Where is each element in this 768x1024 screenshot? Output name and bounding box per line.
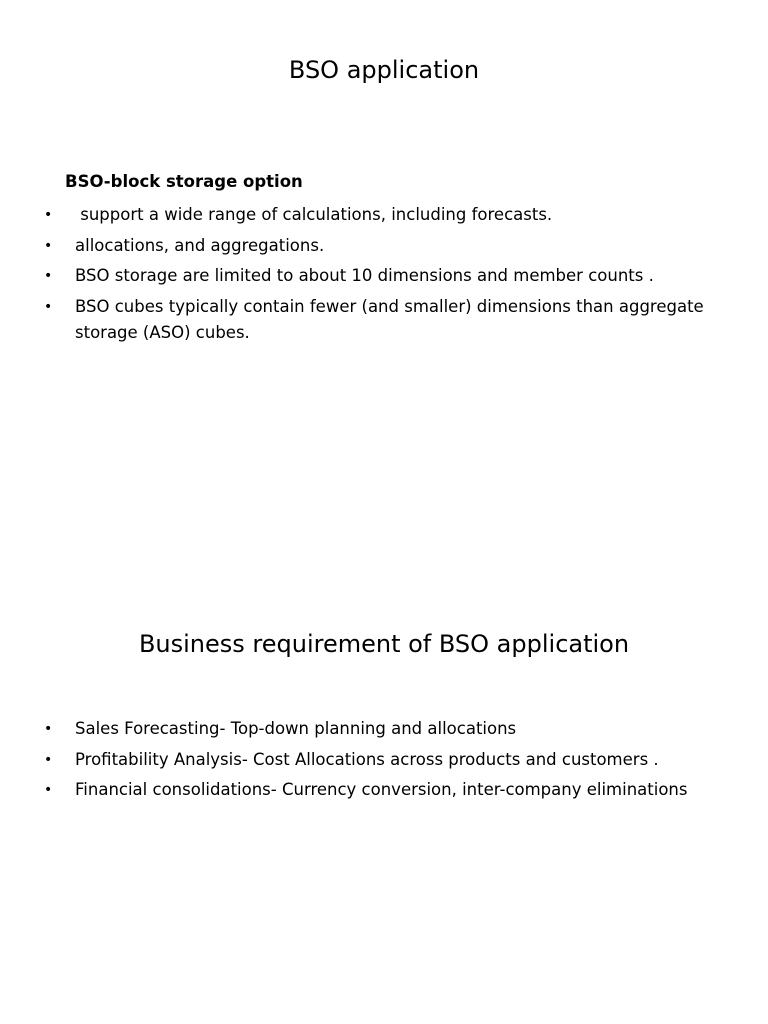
bullet-item	[0, 777, 740, 803]
bullet-text: Profitability Analysis- Cost Allocations across products and customers .	[75, 749, 659, 769]
bullet-item	[0, 233, 740, 259]
bullet-dot-icon: •	[44, 751, 53, 768]
bullet-list	[0, 716, 740, 808]
bullet-dot-icon: •	[44, 268, 53, 284]
subheading: BSO-block storage option	[65, 172, 303, 191]
bullet-dot-icon: •	[44, 207, 53, 223]
bullet-dot-icon: •	[44, 298, 53, 315]
bullet-item	[0, 747, 740, 773]
bullet-text: BSO storage are limited to about 10 dimensions and member counts .	[75, 266, 654, 285]
slide-title: BSO application	[288, 56, 480, 84]
bullet-text: BSO cubes typically contain fewer (and smaller) dimensions than aggregate storage (ASO) cubes.	[75, 296, 704, 342]
bullet-item	[0, 294, 740, 346]
bullet-text: Sales Forecasting- Top-down planning and allocations	[75, 719, 517, 738]
bullet-dot-icon: •	[44, 782, 53, 798]
bullet-dot-icon: •	[44, 721, 53, 737]
bullet-item	[0, 716, 740, 742]
bullet-text: support a wide range of calculations, including forecasts.	[75, 205, 553, 224]
bullet-dot-icon: •	[44, 237, 53, 254]
slide-title: Business requirement of BSO application	[138, 630, 630, 658]
bullet-item	[0, 202, 740, 228]
bullet-text: Financial consolidations- Currency conversion, inter-company eliminations	[75, 780, 688, 799]
bullet-text: allocations, and aggregations.	[75, 235, 325, 255]
bullet-item	[0, 263, 740, 289]
bullet-list	[0, 202, 740, 350]
slide-business-requirement	[0, 512, 768, 1024]
